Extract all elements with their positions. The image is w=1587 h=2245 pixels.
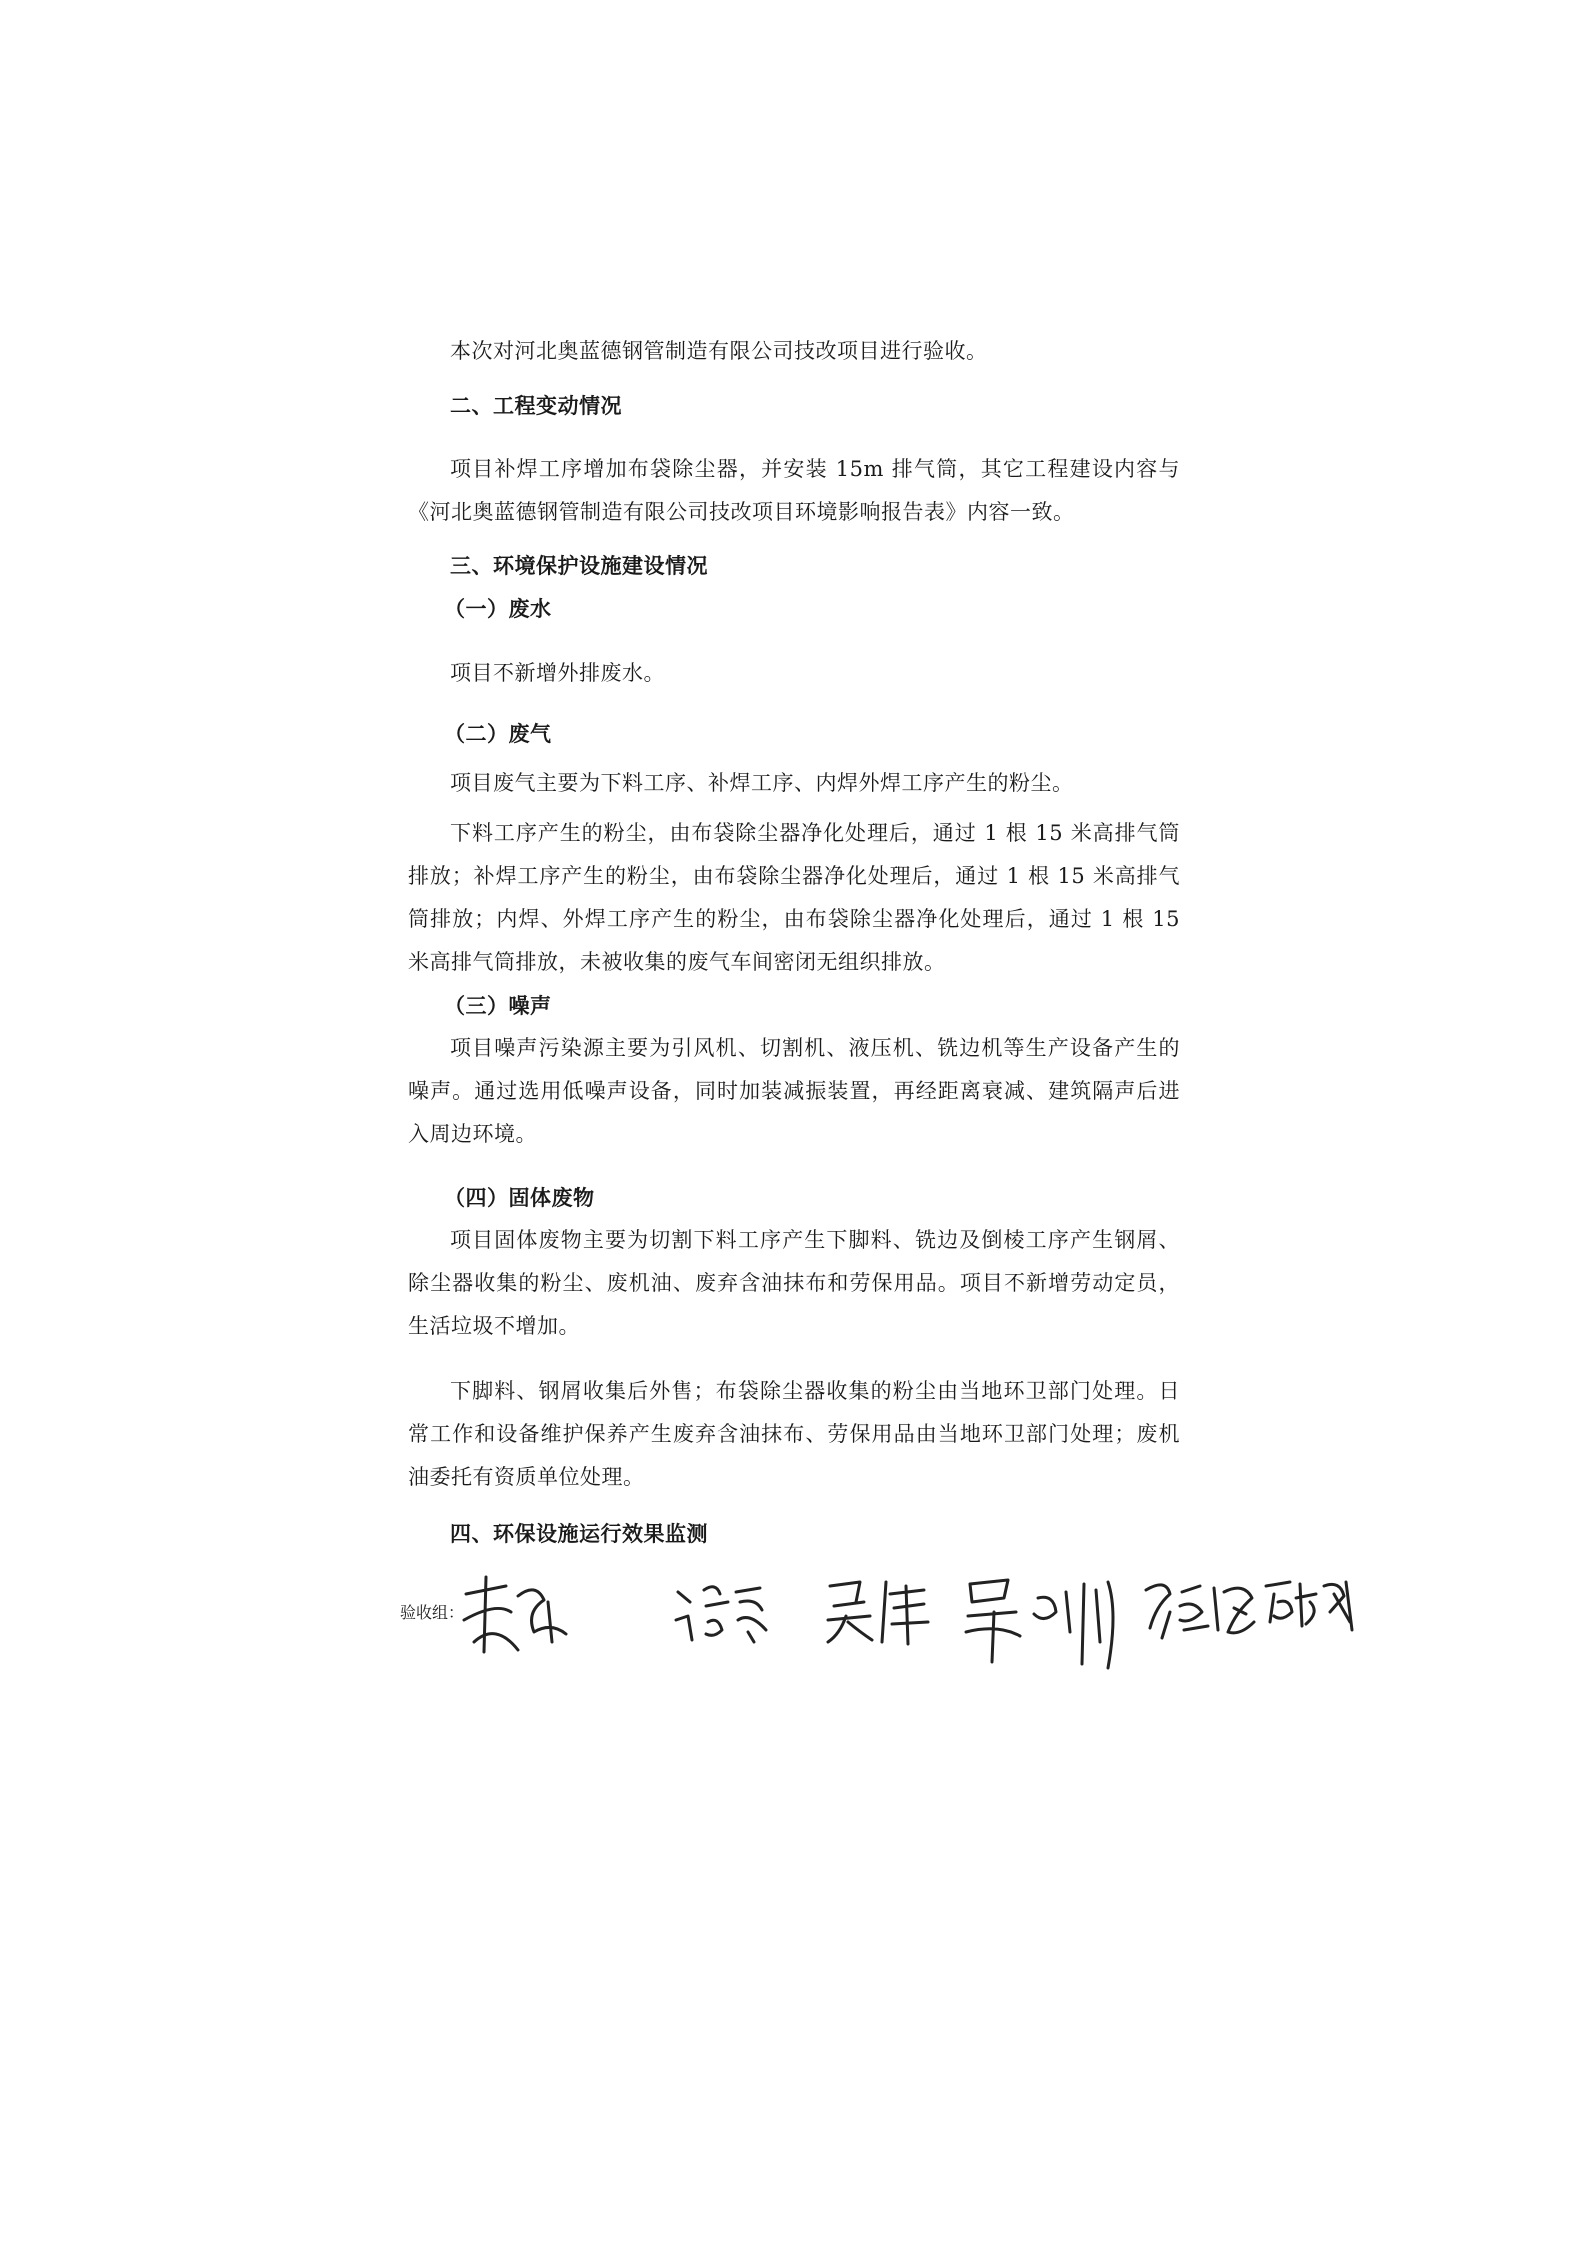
exhaust-heading: （二）废气 [444,721,552,746]
section-2-paragraph: 项目补焊工序增加布袋除尘器，并安装 15m 排气筒，其它工程建设内容与《河北奥蓝德钢管制造有限公司技改项目环境影响报告表》内容一致。 [408,457,1180,524]
solid-waste-paragraph-1: 项目固体废物主要为切割下料工序产生下脚料、铣边及倒棱工序产生钢屑、除尘器收集的粉尘、废机油、废弃含油抹布和劳保用品。项目不新增劳动定员，生活垃圾不增加。 [408,1228,1180,1338]
signature-row [400,1572,1360,1692]
solid-waste-heading: （四）固体废物 [444,1185,595,1210]
signature-label: 验收组： [400,1603,465,1622]
intro-paragraph: 本次对河北奥蓝德钢管制造有限公司技改项目进行验收。 [450,339,988,363]
section-3 [408,544,1180,630]
exhaust-paragraph-2: 下料工序产生的粉尘，由布袋除尘器净化处理后，通过 1 根 15 米高排气筒排放；补焊工序产生的粉尘，由布袋除尘器净化处理后，通过 1 根 15 米高排气筒排放；内焊、外焊工序产生的粉尘，由布袋除尘器净化处理后，通过 1 根 15 米高排气筒排放，未被收集的废气车间密闭无组织排放。 [408,821,1180,974]
signature-4 [958,1572,1128,1672]
noise-section [408,984,1180,1156]
exhaust-body-1 [408,762,1180,805]
wastewater-heading: （一）废水 [444,596,552,621]
signature-2 [670,1572,780,1652]
section-4 [408,1512,1180,1555]
section-4-heading: 四、环保设施运行效果监测 [450,1521,708,1546]
exhaust-section [408,712,1180,755]
solid-waste-section [408,1176,1180,1348]
solid-waste-body-2 [408,1370,1180,1499]
signature-6 [1260,1572,1360,1642]
noise-paragraph: 项目噪声污染源主要为引风机、切割机、液压机、铣边机等生产设备产生的噪声。通过选用低噪声设备，同时加装减振装置，再经距离衰减、建筑隔声后进入周边环境。 [408,1036,1180,1146]
section-3-heading: 三、环境保护设施建设情况 [450,553,708,578]
exhaust-paragraph-1: 项目废气主要为下料工序、补焊工序、内焊外焊工序产生的粉尘。 [450,771,1074,795]
section-2 [408,384,1180,427]
signature-5 [1140,1572,1260,1652]
section-2-heading: 二、工程变动情况 [450,393,622,418]
body-text [408,330,1180,373]
exhaust-body-2 [408,812,1180,984]
signature-1 [456,1572,586,1662]
signature-3 [820,1572,940,1652]
section-2-body [408,448,1180,534]
wastewater-body [408,652,1180,695]
noise-heading: （三）噪声 [444,993,552,1018]
wastewater-paragraph: 项目不新增外排废水。 [450,661,665,685]
solid-waste-paragraph-2: 下脚料、钢屑收集后外售；布袋除尘器收集的粉尘由当地环卫部门处理。日常工作和设备维护保养产生废弃含油抹布、劳保用品由当地环卫部门处理；废机油委托有资质单位处理。 [408,1379,1180,1489]
